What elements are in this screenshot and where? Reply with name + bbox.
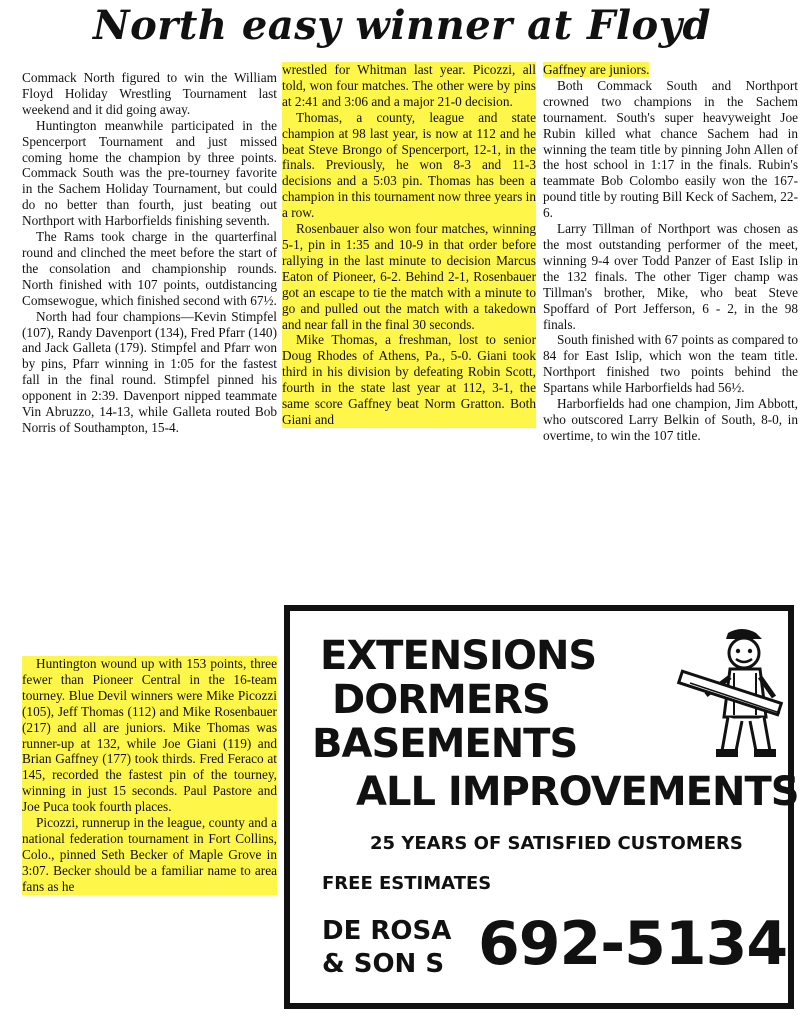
ad-extensions: EXTENSIONS [320, 633, 597, 679]
ad-company-name: DE ROSA [322, 916, 452, 946]
article-column-1 [22, 70, 277, 436]
ad-dormers: DORMERS [332, 677, 550, 723]
paragraph: North had four champions—Kevin Stimpfel (107), Randy Davenport (134), Fred Pfarr (140) and Jack Galleta (179). Stimpfel and Pfarr won by pins, Pfarr winning in 1:05 for the fastest fall in the final round. Stimpfel pinned his opponent in 2:39. Davenport nipped teammate Vin Abruzzo, 14-13, while Galleta routed Bob Norris of Southampton, 15-4. [22, 308, 277, 435]
paragraph: Both Commack South and Northport crowned two champions in the Sachem tournament. South's super heavyweight Joe Rubin killed what chance Sachem had in winning the team title by pinning John Allen of the host school in 1:17 in the finals. Rubin's teammate Bob Colombo easily won the 167-pound title by routing Bill Keck of Sachem, 22-6. [543, 77, 798, 221]
paragraph: Larry Tillman of Northport was chosen as the most outstanding performer of the meet, winning 9-4 over Todd Panzer of East Islip in the 132 finals. The other Tiger champ was Tillman's brother, Mike, who beat Steve Spoffard of Port Jefferson, 6 - 2, in the 98 finals. [543, 221, 798, 332]
highlighted-block [282, 62, 536, 428]
paragraph: Harborfields had one champion, Jim Abbott, who outscored Larry Belkin of South, 8-0, in overtime, to win the 107 title. [543, 396, 798, 443]
highlighted-paragraph: wrestled for Whitman last year. Picozzi, all told, won four matches. The other were by pins at 2:41 and 3:06 and a major 21-0 decision. [282, 62, 536, 109]
paragraph: Commack North figured to win the William Floyd Holiday Wrestling Tournament last weekend and it did going away. [22, 70, 277, 117]
ad-free-estimates: FREE ESTIMATES [322, 873, 492, 894]
article-column-3 [543, 62, 798, 444]
paragraph: South finished with 67 points as compared to 84 for East Islip, which won the team title. Northport finished two points behind the Spartans while Harborfields had 56½. [543, 332, 798, 396]
highlighted-lead: Gaffney are juniors. [543, 62, 650, 77]
paragraph: Huntington meanwhile participated in the Spencerport Tournament and just missed coming home the champion by three points. Commack South was the pre-tourney favorite in the Sachem Holiday Tournament, but could do no better than fourth, just beating out Northport with Harborfields finishing seventh. [22, 117, 277, 229]
ad-company-sons: & SON S [322, 949, 445, 979]
article-column-2 [282, 62, 536, 428]
highlighted-paragraph: Huntington wound up with 153 points, three fewer than Pioneer Central in the 16-team tourney. Blue Devil winners were Mike Picozzi (105), Jeff Thomas (112) and Mike Rosenbauer (217) and all are juniors. Mike Thomas was runner-up at 132, while Joe Giani (119) and Brian Gaffney (177) took thirds. Fred Feraco at 145, recorded the fastest pin of the tourney, winning in just 15 seconds. Paul Pastore and Joe Puca took fourth places. [22, 656, 277, 815]
ad-all-improvements: ALL IMPROVEMENTS [356, 769, 799, 815]
carpenter-mascot-icon [670, 625, 790, 765]
highlighted-paragraph: Mike Thomas, a freshman, lost to senior Doug Rhodes of Athens, Pa., 5-0. Giani took third in his division by defeating Robin Scott, fourth in the state last year at 112, 3-1, the same score Gaffney beat Norm Gratton. Both Giani and [282, 332, 536, 427]
ad-phone-number: 692-5134 [478, 909, 788, 979]
paragraph: The Rams took charge in the quarterfinal round and clinched the meet before the start of the consolation and championship rounds. North finished with 107 points, outdistancing Comsewogue, which finished second with 67½. [22, 229, 277, 308]
headline: North easy winner at Floyd [93, 2, 711, 49]
ad-basements: BASEMENTS [312, 721, 578, 767]
advertisement [284, 605, 799, 1009]
highlighted-paragraph: Thomas, a county, league and state champion at 98 last year, is now at 112 and he beat Steve Brongo of Spencerport, 12-1, in the finals. Previously, he won 8-3 and 11-3 decisions and a 5:03 pin. Thomas has been a champion in this tournament now three years in a row. [282, 109, 536, 221]
highlighted-paragraph: Rosenbauer also won four matches, winning 5-1, pin in 1:35 and 10-9 in that order before rallying in the last minute to decision Marcus Eaton of Pioneer, 6-2. Behind 2-1, Rosenbauer got an escape to tie the match with a minute to go and pulled out the match with a takedown and near fall in the final 30 seconds. [282, 221, 536, 332]
article-column-1-highlighted [22, 656, 277, 895]
highlighted-paragraph: Picozzi, runnerup in the league, county and a national federation tournament in Fort Collins, Colo., pinned Seth Becker of Maple Grove in 3:07. Becker should be a familiar name to area fans as he [22, 815, 277, 894]
ad-tagline: 25 YEARS OF SATISFIED CUSTOMERS [370, 833, 743, 854]
